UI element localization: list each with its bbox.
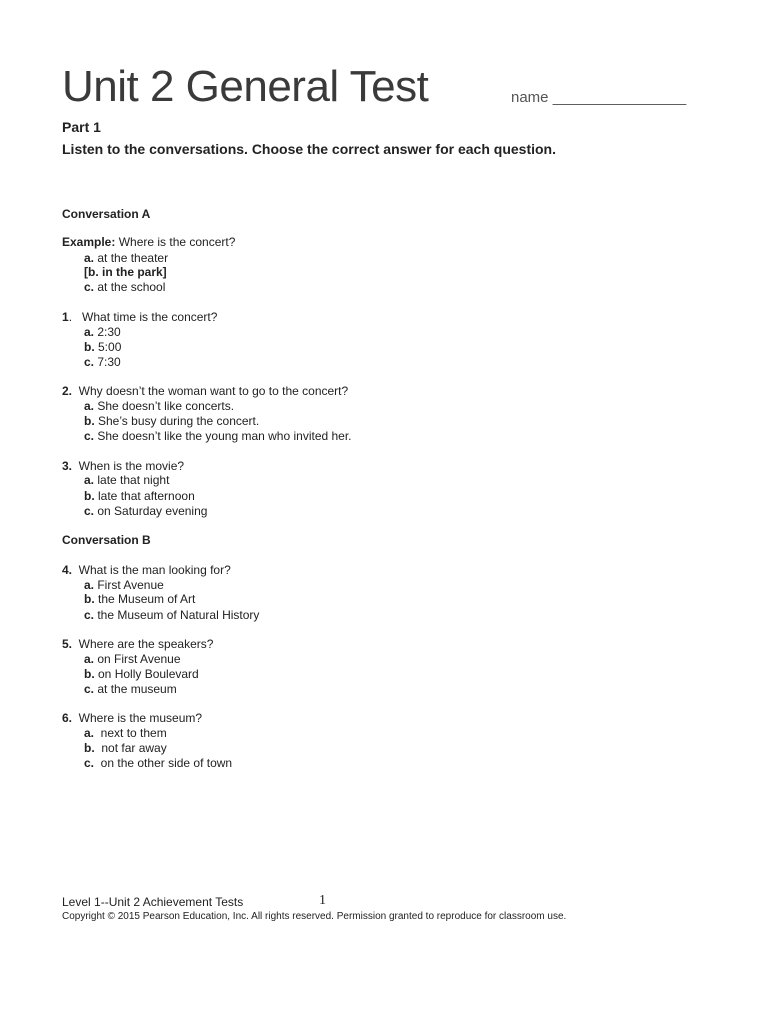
question-number: 6. bbox=[62, 711, 73, 725]
part-heading: Part 1 bbox=[62, 119, 101, 135]
option-letter: a. bbox=[84, 325, 95, 339]
option-text: not far away bbox=[94, 741, 167, 755]
question-3-option-b bbox=[84, 489, 195, 504]
option-text: She doesn’t like concerts. bbox=[94, 399, 235, 413]
option-letter: a. bbox=[84, 652, 95, 666]
option-text: next to them bbox=[94, 726, 167, 740]
option-letter: c. bbox=[84, 756, 95, 770]
option-text: late that afternoon bbox=[94, 489, 195, 503]
option-letter: b. bbox=[84, 414, 95, 428]
footer-copyright: Copyright © 2015 Pearson Education, Inc. All rights reserved. Permission granted to reproduce for classroom use. bbox=[62, 911, 567, 922]
example-question bbox=[62, 235, 235, 250]
option-text: late that night bbox=[94, 473, 170, 487]
option-text: She doesn’t like the young man who invited her. bbox=[94, 429, 352, 443]
example-question-text: Where is the concert? bbox=[115, 235, 236, 249]
option-letter: c. bbox=[84, 682, 95, 696]
option-letter: c. bbox=[84, 504, 95, 518]
option-letter: a. bbox=[84, 473, 95, 487]
question-1-option-b bbox=[84, 340, 121, 355]
question-3 bbox=[62, 459, 184, 474]
option-text: at the theater bbox=[94, 251, 169, 265]
conversation-b-heading: Conversation B bbox=[62, 533, 151, 547]
option-letter: c. bbox=[84, 429, 95, 443]
option-text: the Museum of Art bbox=[94, 592, 196, 606]
question-6-option-a bbox=[84, 726, 167, 741]
question-text: Where is the museum? bbox=[72, 711, 203, 725]
question-2 bbox=[62, 384, 348, 399]
question-3-option-a bbox=[84, 473, 169, 488]
option-text: on Holly Boulevard bbox=[94, 667, 199, 681]
question-4-option-a bbox=[84, 578, 164, 593]
page-title: Unit 2 General Test bbox=[62, 62, 429, 111]
question-number: 2. bbox=[62, 384, 73, 398]
option-text: 2:30 bbox=[94, 325, 121, 339]
question-1-option-a bbox=[84, 325, 121, 340]
option-text: at the museum bbox=[94, 682, 177, 696]
question-text: Why doesn’t the woman want to go to the concert? bbox=[72, 384, 349, 398]
question-4-option-b bbox=[84, 592, 195, 607]
option-text: on Saturday evening bbox=[94, 504, 208, 518]
option-text: the Museum of Natural History bbox=[94, 608, 260, 622]
question-number: 5. bbox=[62, 637, 73, 651]
option-letter: b. bbox=[84, 340, 95, 354]
option-letter: a. bbox=[84, 251, 95, 265]
option-text: First Avenue bbox=[94, 578, 164, 592]
example-option-c bbox=[84, 280, 165, 295]
question-text: What is the man looking for? bbox=[72, 563, 231, 577]
example-option-a bbox=[84, 251, 168, 266]
conversation-a-heading: Conversation A bbox=[62, 207, 151, 221]
question-2-option-c bbox=[84, 429, 352, 444]
option-text: on the other side of town bbox=[94, 756, 233, 770]
question-number: 1 bbox=[62, 310, 69, 324]
option-letter: a. bbox=[84, 399, 95, 413]
option-text: She’s busy during the concert. bbox=[94, 414, 260, 428]
option-text: on First Avenue bbox=[94, 652, 181, 666]
question-number: 3. bbox=[62, 459, 73, 473]
option-letter: b. bbox=[84, 489, 95, 503]
question-2-option-b bbox=[84, 414, 259, 429]
question-6 bbox=[62, 711, 202, 726]
example-option-b bbox=[84, 265, 167, 280]
question-5-option-a bbox=[84, 652, 181, 667]
option-letter: a. bbox=[84, 726, 95, 740]
question-1 bbox=[62, 310, 217, 325]
question-6-option-c bbox=[84, 756, 232, 771]
option-letter: b. bbox=[84, 667, 95, 681]
question-4-option-c bbox=[84, 608, 259, 623]
footer-level: Level 1--Unit 2 Achievement Tests bbox=[62, 895, 244, 909]
option-text: 5:00 bbox=[94, 340, 122, 354]
question-1-option-c bbox=[84, 355, 121, 370]
option-letter: b. bbox=[84, 592, 95, 606]
option-letter: [b. in the park] bbox=[84, 265, 167, 279]
question-sep: . bbox=[68, 310, 73, 324]
question-5-option-b bbox=[84, 667, 199, 682]
question-6-option-b bbox=[84, 741, 167, 756]
question-5-option-c bbox=[84, 682, 177, 697]
question-4 bbox=[62, 563, 231, 578]
instructions: Listen to the conversations. Choose the correct answer for each question. bbox=[62, 141, 556, 157]
option-letter: c. bbox=[84, 355, 95, 369]
option-text: at the school bbox=[94, 280, 166, 294]
question-5 bbox=[62, 637, 213, 652]
question-2-option-a bbox=[84, 399, 234, 414]
option-letter: a. bbox=[84, 578, 95, 592]
question-text: Where are the speakers? bbox=[72, 637, 214, 651]
name-field: name ________________ bbox=[511, 89, 687, 106]
question-number: 4. bbox=[62, 563, 73, 577]
example-label: Example: bbox=[62, 235, 116, 249]
option-letter: c. bbox=[84, 280, 95, 294]
option-text: 7:30 bbox=[94, 355, 121, 369]
question-text: When is the movie? bbox=[72, 459, 185, 473]
option-letter: b. bbox=[84, 741, 95, 755]
question-text: What time is the concert? bbox=[72, 310, 218, 324]
question-3-option-c bbox=[84, 504, 207, 519]
option-letter: c. bbox=[84, 608, 95, 622]
page-number: 1 bbox=[319, 893, 326, 908]
